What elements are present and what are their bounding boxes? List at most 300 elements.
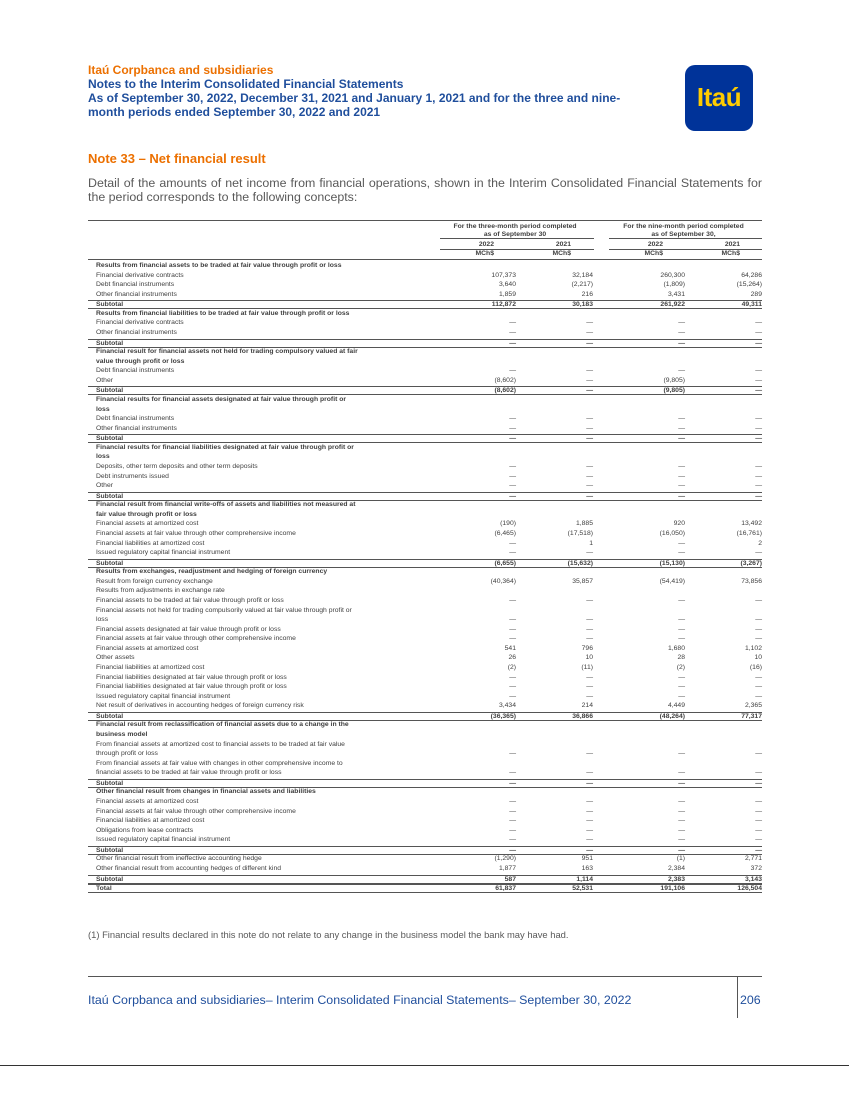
row-value-col3: —: [678, 319, 685, 327]
row-value-col3: 920: [673, 520, 685, 528]
row-value-col3: —: [678, 769, 685, 777]
row-value-col2: (2,217): [571, 281, 593, 289]
year-col-3: 2022: [647, 241, 663, 248]
row-value-col1: —: [509, 596, 516, 604]
row-label: Financial liabilities at amortized cost: [96, 817, 205, 825]
footer-vertical-rule: [737, 976, 738, 1018]
row-label: Financial assets at amortized cost: [96, 797, 199, 805]
row-value-col4: —: [755, 673, 762, 681]
row-value-col3: (48,264): [659, 712, 685, 720]
row-value-col2: (15,632): [567, 559, 593, 567]
row-value-col4: —: [755, 683, 762, 691]
section-heading-row: [88, 568, 762, 576]
table-row: [88, 425, 762, 433]
row-value-col2: —: [586, 846, 593, 854]
row-label: loss: [96, 405, 110, 413]
row-label: Financial derivative contracts: [96, 271, 184, 279]
row-value-col3: —: [678, 616, 685, 624]
row-label: Result from foreign currency exchange: [96, 577, 213, 585]
table-row: [88, 291, 762, 299]
row-label: Issued regulatory capital financial instrument: [96, 836, 231, 844]
subtotal-row: [88, 300, 762, 309]
section-heading-row: [88, 406, 762, 414]
table-row: [88, 597, 762, 605]
row-value-col2: 10: [585, 654, 593, 662]
period1-line2: as of September 30: [483, 231, 547, 238]
table-row: [88, 750, 762, 758]
row-value-col4: —: [755, 435, 762, 443]
row-value-col1: —: [509, 826, 516, 834]
row-value-col3: —: [678, 692, 685, 700]
row-value-col4: 126,504: [737, 885, 762, 893]
row-value-col2: —: [586, 625, 593, 633]
row-value-col2: —: [586, 339, 593, 347]
row-value-col2: —: [586, 692, 593, 700]
currency-col-2: MCh$: [552, 250, 571, 257]
row-value-col3: (9,805): [663, 387, 685, 395]
row-label: Financial assets to be traded at fair value through profit or loss: [96, 596, 284, 604]
row-label: Financial assets at amortized cost: [96, 520, 199, 528]
row-value-col1: 3,640: [498, 281, 516, 289]
table-row: [88, 415, 762, 423]
row-value-col1: (36,365): [490, 712, 516, 720]
itau-logo: [685, 65, 753, 131]
row-label: Financial assets not held for trading compulsorily valued at fair value through profit or: [96, 606, 352, 614]
row-value-col1: —: [509, 797, 516, 805]
row-value-col3: —: [678, 549, 685, 557]
row-label: Financial liabilities at amortized cost: [96, 663, 205, 671]
period2-underline: [609, 238, 762, 239]
row-value-col2: —: [586, 492, 593, 500]
table-row: [88, 664, 762, 672]
row-label: Subtotal: [96, 387, 124, 395]
row-label: Subtotal: [96, 492, 124, 500]
row-value-col2: 214: [581, 702, 593, 710]
subtotal-row: [88, 559, 762, 568]
row-value-col2: 951: [581, 855, 593, 863]
table-row: [88, 587, 762, 595]
row-label: From financial assets at fair value with changes in other comprehensive income to: [96, 759, 343, 767]
row-value-col2: —: [586, 635, 593, 643]
table-row: [88, 329, 762, 337]
row-value-col1: —: [509, 472, 516, 480]
row-value-col4: —: [755, 424, 762, 432]
row-value-col4: 13,492: [741, 520, 762, 528]
header-bottom-rule: [88, 259, 762, 260]
row-value-col1: —: [509, 817, 516, 825]
row-value-col1: —: [509, 779, 516, 787]
row-value-col1: 107,373: [491, 271, 516, 279]
row-value-col4: (3,267): [740, 559, 762, 567]
row-value-col1: 541: [504, 644, 516, 652]
row-value-col4: 10: [754, 654, 762, 662]
section-heading-row: [88, 348, 762, 356]
row-value-col1: —: [509, 549, 516, 557]
row-label: Other financial instruments: [96, 424, 177, 432]
table-row: [88, 702, 762, 710]
row-value-col2: 1: [589, 539, 593, 547]
table-row: [88, 319, 762, 327]
row-value-col1: —: [509, 463, 516, 470]
table-row: [88, 865, 762, 873]
row-value-col3: —: [678, 424, 685, 432]
row-label: Other financial result from ineffective accounting hedge: [96, 855, 262, 863]
row-value-col3: —: [678, 625, 685, 633]
row-label: value through profit or loss: [96, 357, 185, 365]
row-value-col3: —: [678, 463, 685, 470]
row-value-col3: 261,922: [660, 301, 685, 309]
row-value-col3: —: [678, 836, 685, 844]
row-value-col2: (11): [581, 663, 593, 671]
row-value-col1: —: [509, 367, 516, 375]
row-value-col1: 3,434: [498, 702, 516, 710]
row-label: Financial result from reclassification of financial assets due to a change in the: [96, 721, 349, 729]
table-row: [88, 272, 762, 280]
row-value-col1: —: [509, 846, 516, 854]
section-heading-row: [88, 511, 762, 519]
row-label: Subtotal: [96, 712, 124, 720]
section-heading-row: [88, 396, 762, 404]
row-value-col3: —: [678, 673, 685, 681]
row-value-col1: —: [509, 683, 516, 691]
period2-line1: For the nine-month period completed: [623, 223, 744, 230]
row-value-col4: —: [755, 635, 762, 643]
row-label: Subtotal: [96, 846, 124, 854]
row-label: business model: [96, 730, 148, 738]
row-label: Other: [96, 376, 113, 384]
row-value-col4: 2: [758, 539, 762, 547]
row-value-col2: —: [586, 797, 593, 805]
row-label: Financial derivative contracts: [96, 319, 184, 327]
table-row: [88, 520, 762, 528]
row-label: Subtotal: [96, 435, 124, 443]
row-value-col4: —: [755, 319, 762, 327]
row-value-col3: (54,419): [659, 577, 685, 585]
row-label: loss: [96, 453, 110, 461]
table-row: [88, 482, 762, 490]
row-value-col3: —: [678, 435, 685, 443]
row-value-col4: (16): [749, 663, 762, 671]
row-value-col3: (1): [676, 855, 685, 863]
row-value-col3: 2,383: [667, 875, 685, 883]
row-value-col2: —: [586, 482, 593, 490]
row-value-col2: —: [586, 616, 593, 624]
row-value-col3: —: [678, 797, 685, 805]
row-value-col4: —: [755, 797, 762, 805]
row-value-col3: 1,680: [667, 644, 685, 652]
row-value-col2: —: [586, 463, 593, 470]
row-value-col2: —: [586, 836, 593, 844]
row-value-col2: —: [586, 472, 593, 480]
table-row: [88, 377, 762, 385]
row-label: financial assets to be traded at fair value through profit or loss: [96, 769, 282, 777]
row-value-col2: —: [586, 596, 593, 604]
row-label: Financial assets designated at fair value through profit or loss: [96, 625, 281, 633]
table-row: [88, 530, 762, 538]
row-value-col4: 289: [750, 290, 762, 298]
row-value-col1: —: [509, 319, 516, 327]
row-value-col4: —: [755, 472, 762, 480]
row-value-col2: 52,531: [572, 885, 593, 893]
row-label: Results from financial assets to be traded at fair value through profit or loss: [96, 262, 342, 269]
row-value-col1: —: [509, 616, 516, 624]
row-value-col1: 112,872: [491, 301, 516, 309]
table-row: [88, 635, 762, 643]
subtotal-row: [88, 712, 762, 721]
row-value-col1: 587: [504, 875, 516, 883]
table-row: [88, 855, 762, 863]
row-value-col1: —: [509, 339, 516, 347]
subtotal-row: [88, 846, 762, 855]
row-value-col4: —: [755, 549, 762, 557]
row-value-col1: (1,290): [494, 855, 516, 863]
year-col-2: 2021: [555, 241, 571, 248]
row-value-col1: 61,837: [495, 885, 516, 893]
row-value-col4: —: [755, 387, 762, 395]
section-heading-row: [88, 358, 762, 366]
row-value-col3: —: [678, 826, 685, 834]
row-label: Other: [96, 482, 113, 490]
row-value-col3: —: [678, 683, 685, 691]
row-value-col1: (6,465): [494, 530, 516, 537]
row-label: Net result of derivatives in accounting hedges of foreign currency risk: [96, 702, 304, 710]
row-value-col1: (6,655): [494, 559, 516, 567]
row-value-col1: (8,602): [494, 376, 516, 384]
row-value-col2: —: [586, 673, 593, 681]
row-value-col2: —: [586, 435, 593, 443]
row-value-col3: —: [678, 472, 685, 480]
footer-text: Itaú Corpbanca and subsidiaries– Interim Consolidated Financial Statements– September 30, 2022: [88, 993, 632, 1007]
row-value-col3: 2,384: [667, 864, 685, 872]
row-label: Other financial instruments: [96, 329, 177, 336]
row-value-col2: 30,183: [572, 301, 593, 309]
row-value-col4: —: [755, 616, 762, 624]
row-value-col1: (40,364): [490, 577, 516, 585]
header-subtitle-line1: As of September 30, 2022, December 31, 2021 and January 1, 2021 and for the three and nine-: [88, 91, 621, 105]
footer-rule: [88, 976, 762, 977]
row-value-col1: —: [509, 692, 516, 700]
row-value-col1: —: [509, 329, 516, 336]
row-label: Financial result from financial write-offs of assets and liabilities not measured at: [96, 501, 356, 509]
row-value-col3: —: [678, 492, 685, 500]
row-value-col2: —: [586, 424, 593, 432]
row-value-col3: (1,809): [663, 281, 685, 289]
row-value-col4: —: [755, 692, 762, 700]
row-value-col3: —: [678, 807, 685, 815]
row-label: Financial results for financial assets designated at fair value through profit or: [96, 396, 347, 403]
row-value-col2: —: [586, 683, 593, 691]
row-value-col2: —: [586, 807, 593, 815]
table-row: [88, 473, 762, 481]
row-label: fair value through profit or loss: [96, 510, 197, 518]
row-label: Financial assets at fair value through other comprehensive income: [96, 807, 296, 815]
row-value-col1: (190): [500, 520, 516, 528]
row-value-col3: —: [678, 779, 685, 787]
row-value-col2: 36,866: [572, 712, 593, 720]
row-value-col1: —: [509, 482, 516, 490]
row-value-col4: —: [755, 339, 762, 347]
row-value-col1: 1,877: [498, 864, 516, 872]
table-row: [88, 281, 762, 289]
row-label: From financial assets at amortized cost to financial assets to be traded at fair value: [96, 740, 345, 748]
row-value-col2: —: [586, 779, 593, 787]
period1-underline: [440, 238, 594, 239]
table-row: [88, 817, 762, 825]
row-value-col2: —: [586, 769, 593, 777]
row-label: Deposits, other term deposits and other term deposits: [96, 463, 258, 470]
row-value-col4: 64,286: [741, 271, 762, 279]
table-row: [88, 549, 762, 557]
row-value-col4: 73,856: [741, 577, 762, 585]
row-value-col3: 260,300: [660, 271, 685, 279]
row-label: Financial assets at fair value through other comprehensive income: [96, 635, 296, 643]
row-label: Subtotal: [96, 301, 124, 309]
table-row: [88, 463, 762, 471]
row-value-col4: —: [755, 779, 762, 787]
row-value-col2: 1,885: [575, 520, 593, 528]
section-heading-row: [88, 501, 762, 509]
row-value-col1: —: [509, 836, 516, 844]
row-value-col3: 4,449: [667, 702, 685, 710]
row-value-col3: —: [678, 846, 685, 854]
section-heading-row: [88, 721, 762, 729]
row-label: Financial liabilities at amortized cost: [96, 539, 205, 547]
subtotal-row: [88, 779, 762, 788]
row-label: Obligations from lease contracts: [96, 826, 194, 834]
row-value-col4: —: [755, 846, 762, 854]
row-label: through profit or loss: [96, 750, 158, 758]
period-header-nine-month: [605, 223, 762, 239]
header-subtitle-line2: month periods ended September 30, 2022 and 2021: [88, 105, 381, 119]
row-value-col3: —: [678, 339, 685, 347]
row-value-col2: —: [586, 376, 593, 384]
row-label: Subtotal: [96, 875, 124, 883]
row-value-col2: 216: [581, 290, 593, 298]
section-heading-row: [88, 788, 762, 796]
row-value-col2: 1,114: [576, 875, 593, 883]
row-value-col3: (15,130): [659, 559, 685, 567]
table-row: [88, 616, 762, 624]
table-row: [88, 578, 762, 586]
row-value-col2: —: [586, 750, 593, 758]
row-value-col1: 26: [508, 654, 516, 662]
row-value-col1: (8,602): [494, 387, 516, 395]
row-value-col2: 796: [581, 644, 593, 652]
row-value-col1: —: [509, 673, 516, 681]
year-col-1: 2022: [478, 241, 494, 248]
row-label: Other financial result from changes in financial assets and liabilities: [96, 788, 316, 796]
row-label: Financial liabilities designated at fair value through profit or loss: [96, 683, 287, 691]
row-value-col2: —: [586, 415, 593, 423]
row-label: Financial results for financial liabilities designated at fair value through profit or: [96, 443, 354, 451]
currency-col-3: MCh$: [644, 250, 663, 257]
table-row: [88, 626, 762, 634]
row-value-col2: —: [586, 817, 593, 825]
row-label: Financial liabilities designated at fair value through profit or loss: [96, 673, 287, 681]
table-row: [88, 645, 762, 653]
row-value-col4: (16,761): [736, 530, 762, 537]
row-value-col3: —: [678, 329, 685, 336]
row-label: loss: [96, 616, 109, 624]
row-label: Financial result for financial assets not held for trading compulsory valued at fair: [96, 348, 358, 356]
table-row: [88, 654, 762, 662]
row-value-col1: —: [509, 424, 516, 432]
row-label: Subtotal: [96, 339, 124, 347]
row-value-col4: —: [755, 596, 762, 604]
row-value-col3: —: [678, 596, 685, 604]
row-value-col3: (16,050): [659, 530, 685, 537]
currency-col-4: MCh$: [721, 250, 740, 257]
row-value-col3: —: [678, 635, 685, 643]
row-value-col3: 3,431: [667, 290, 685, 298]
row-value-col3: —: [678, 482, 685, 490]
year-col-4: 2021: [724, 241, 740, 248]
logo-text: Itaú: [696, 82, 742, 112]
row-value-col4: —: [755, 482, 762, 490]
row-label: Other assets: [96, 654, 135, 662]
header-title: Notes to the Interim Consolidated Financial Statements: [88, 77, 404, 91]
table-row: [88, 693, 762, 701]
row-value-col2: —: [586, 387, 593, 395]
row-value-col3: —: [678, 415, 685, 423]
row-value-col4: —: [755, 769, 762, 777]
row-value-col1: —: [509, 750, 516, 758]
subtotal-row: [88, 386, 762, 395]
row-value-col3: 191,106: [660, 885, 685, 893]
currency-col-1: MCh$: [475, 250, 494, 257]
table-row: [88, 540, 762, 548]
row-label: Results from adjustments in exchange rate: [96, 587, 225, 595]
subtotal-row: [88, 434, 762, 443]
row-value-col2: —: [586, 329, 593, 336]
row-value-col1: —: [509, 435, 516, 443]
row-value-col4: 1,102: [744, 644, 762, 652]
row-label: Results from exchanges, readjustment and hedging of foreign currency: [96, 568, 328, 576]
period1-line1: For the three-month period completed: [453, 223, 577, 230]
row-value-col2: —: [586, 549, 593, 557]
row-value-col4: —: [755, 463, 762, 470]
row-value-col1: 1,859: [498, 290, 516, 298]
row-value-col4: —: [755, 750, 762, 758]
row-label: Debt financial instruments: [96, 415, 175, 423]
row-label: Other financial instruments: [96, 290, 177, 298]
row-value-col4: —: [755, 329, 762, 336]
row-value-col1: —: [509, 635, 516, 643]
period2-line2: as of September 30,: [651, 231, 716, 238]
row-value-col4: 2,365: [744, 702, 762, 710]
section-heading-row: [88, 310, 762, 318]
row-value-col4: —: [755, 376, 762, 384]
row-value-col2: 32,184: [572, 271, 593, 279]
row-label: Financial assets at amortized cost: [96, 644, 199, 652]
row-value-col1: —: [509, 539, 516, 547]
row-value-col3: —: [678, 817, 685, 825]
subtotal-row: [88, 884, 762, 893]
row-label: Debt financial instruments: [96, 281, 175, 289]
table-row: [88, 741, 762, 749]
row-value-col3: (9,805): [663, 376, 685, 384]
row-value-col3: —: [678, 539, 685, 547]
table-row: [88, 683, 762, 691]
row-value-col4: —: [755, 492, 762, 500]
row-value-col4: —: [755, 367, 762, 375]
row-value-col4: —: [755, 826, 762, 834]
table-row: [88, 760, 762, 768]
row-label: Other financial result from accounting hedges of different kind: [96, 864, 282, 872]
table-row: [88, 769, 762, 777]
table-row: [88, 367, 762, 375]
row-value-col1: —: [509, 492, 516, 500]
